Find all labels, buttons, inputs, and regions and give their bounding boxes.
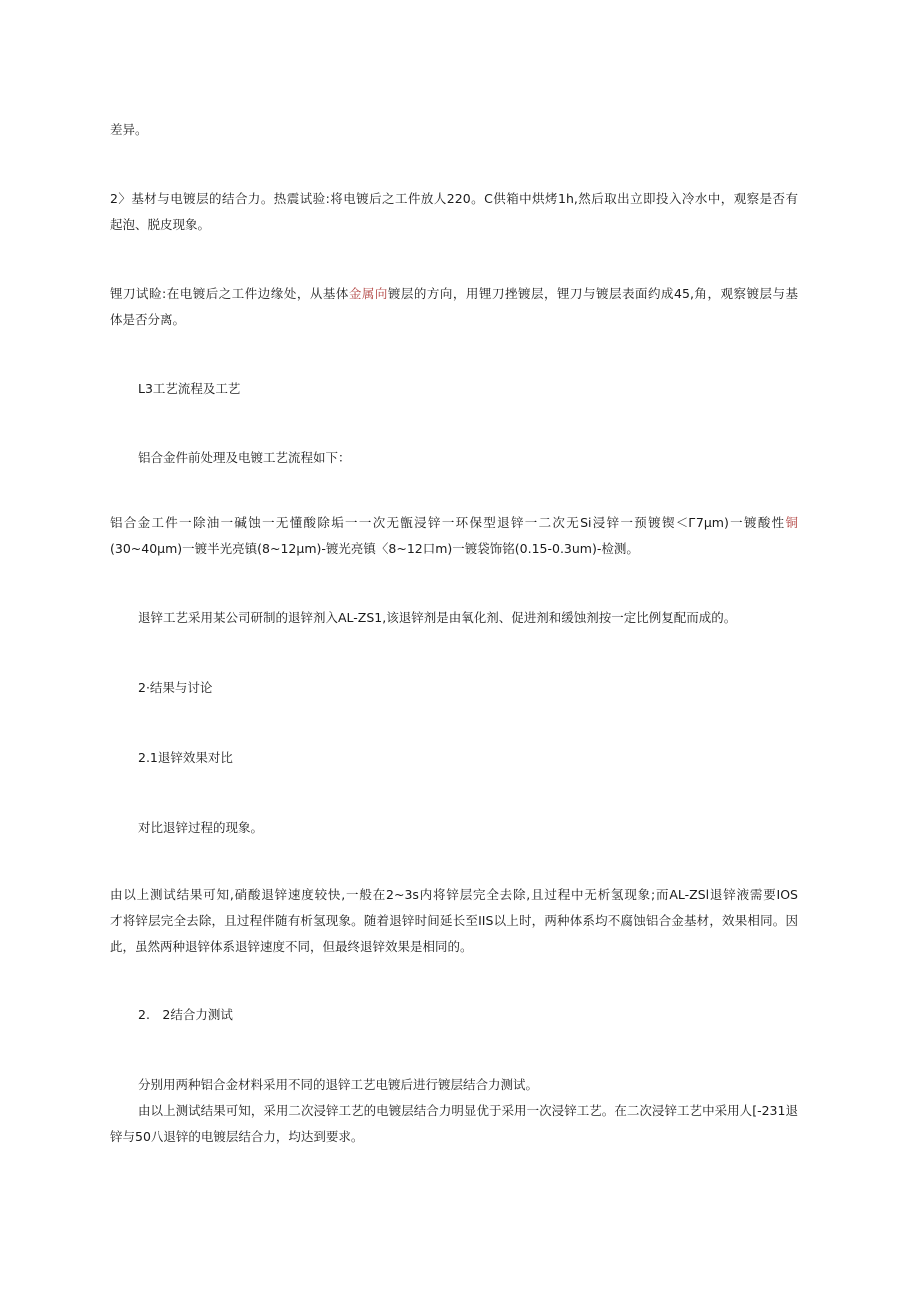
flow-text-pre: 铝合金工件一除油一碱蚀一无懂酸除垢一一次无甑浸锌一环保型退锌一二次无Si浸锌一预镀锲＜Г7μm)一镀酸性 (110, 515, 786, 530)
section-heading-1-3: L3工艺流程及工艺 (138, 381, 241, 396)
section-heading-2: 2·结果与讨论 (138, 680, 213, 695)
paragraph-bonding-line-1: 2〉基材与电镀层的结合力。热震试验:将电镀后之工件放人220。C供箱中烘烤1h,然后取出立即投入冷水中，观察是否有 (110, 191, 798, 206)
paragraph-flow-intro: 铝合金件前处理及电镀工艺流程如下： (138, 450, 351, 465)
paragraph-flow-line-1 (110, 510, 798, 536)
file-test-text-pre: 锂刀试睑:在电镀后之工件边缘处，从基体 (110, 286, 349, 301)
paragraph-file-test-line-2: 体是否分离。 (110, 312, 186, 327)
paragraph-bonding-line-2: 起泡、脱皮现象。 (110, 217, 211, 232)
section-heading-2-1: 2.1退锌效果对比 (138, 750, 233, 765)
file-test-highlight: 金属向 (348, 286, 388, 301)
paragraph-flow-line-2: (30~40μm)一镀半光亮镇(8~12μm)-镀光亮镇〈8~12口m)一镀袋饰铭(0.15-0.3um)-检测。 (110, 541, 639, 556)
paragraph-conclusion-line-2: 锌与50八退锌的电镀层结合力，均达到要求。 (110, 1129, 364, 1144)
flow-highlight-copper: 铜 (785, 515, 798, 530)
paragraph-file-test-line-1 (110, 281, 798, 307)
paragraph-dezinc-agent: 退锌工艺采用某公司研制的退锌剂入AL-ZS1,该退锌剂是由氧化剂、促进剂和缓蚀剂按一定比例复配而成的。 (138, 610, 737, 625)
paragraph-difference-tail: 差异。 (110, 122, 148, 137)
paragraph-compare: 对比退锌过程的现象。 (138, 820, 264, 835)
paragraph-results-line-1: 由以上测试结果可知,硝酸退锌速度较快,一般在2~3s内将锌层完全去除,且过程中无析氢现象;而AL-ZSl退锌液需要IOS (110, 887, 798, 902)
file-test-text-post: 镀层的方向，用锂刀挫镀层，锂刀与镀层表面约成45,角，观察镀层与基 (387, 286, 798, 301)
section-heading-2-2: 2. 2结合力测试 (138, 1007, 233, 1022)
paragraph-conclusion-line-1: 由以上测试结果可知，采用二次浸锌工艺的电镀层结合力明显优于采用一次浸锌工艺。在二次浸锌工艺中采用人[-231退 (138, 1103, 798, 1118)
paragraph-results-line-2: 才将锌层完全去除，且过程伴随有析氢现象。随着退锌时间延长至IIS以上时，两种体系均不腐蚀铝合金基材，效果相同。因 (110, 913, 798, 928)
paragraph-bond-test: 分别用两种铝合金材料采用不同的退锌工艺电镀后进行镀层结合力测试。 (138, 1077, 539, 1092)
paragraph-results-line-3: 此，虽然两种退锌体系退锌速度不同，但最终退锌效果是相同的。 (110, 939, 473, 954)
